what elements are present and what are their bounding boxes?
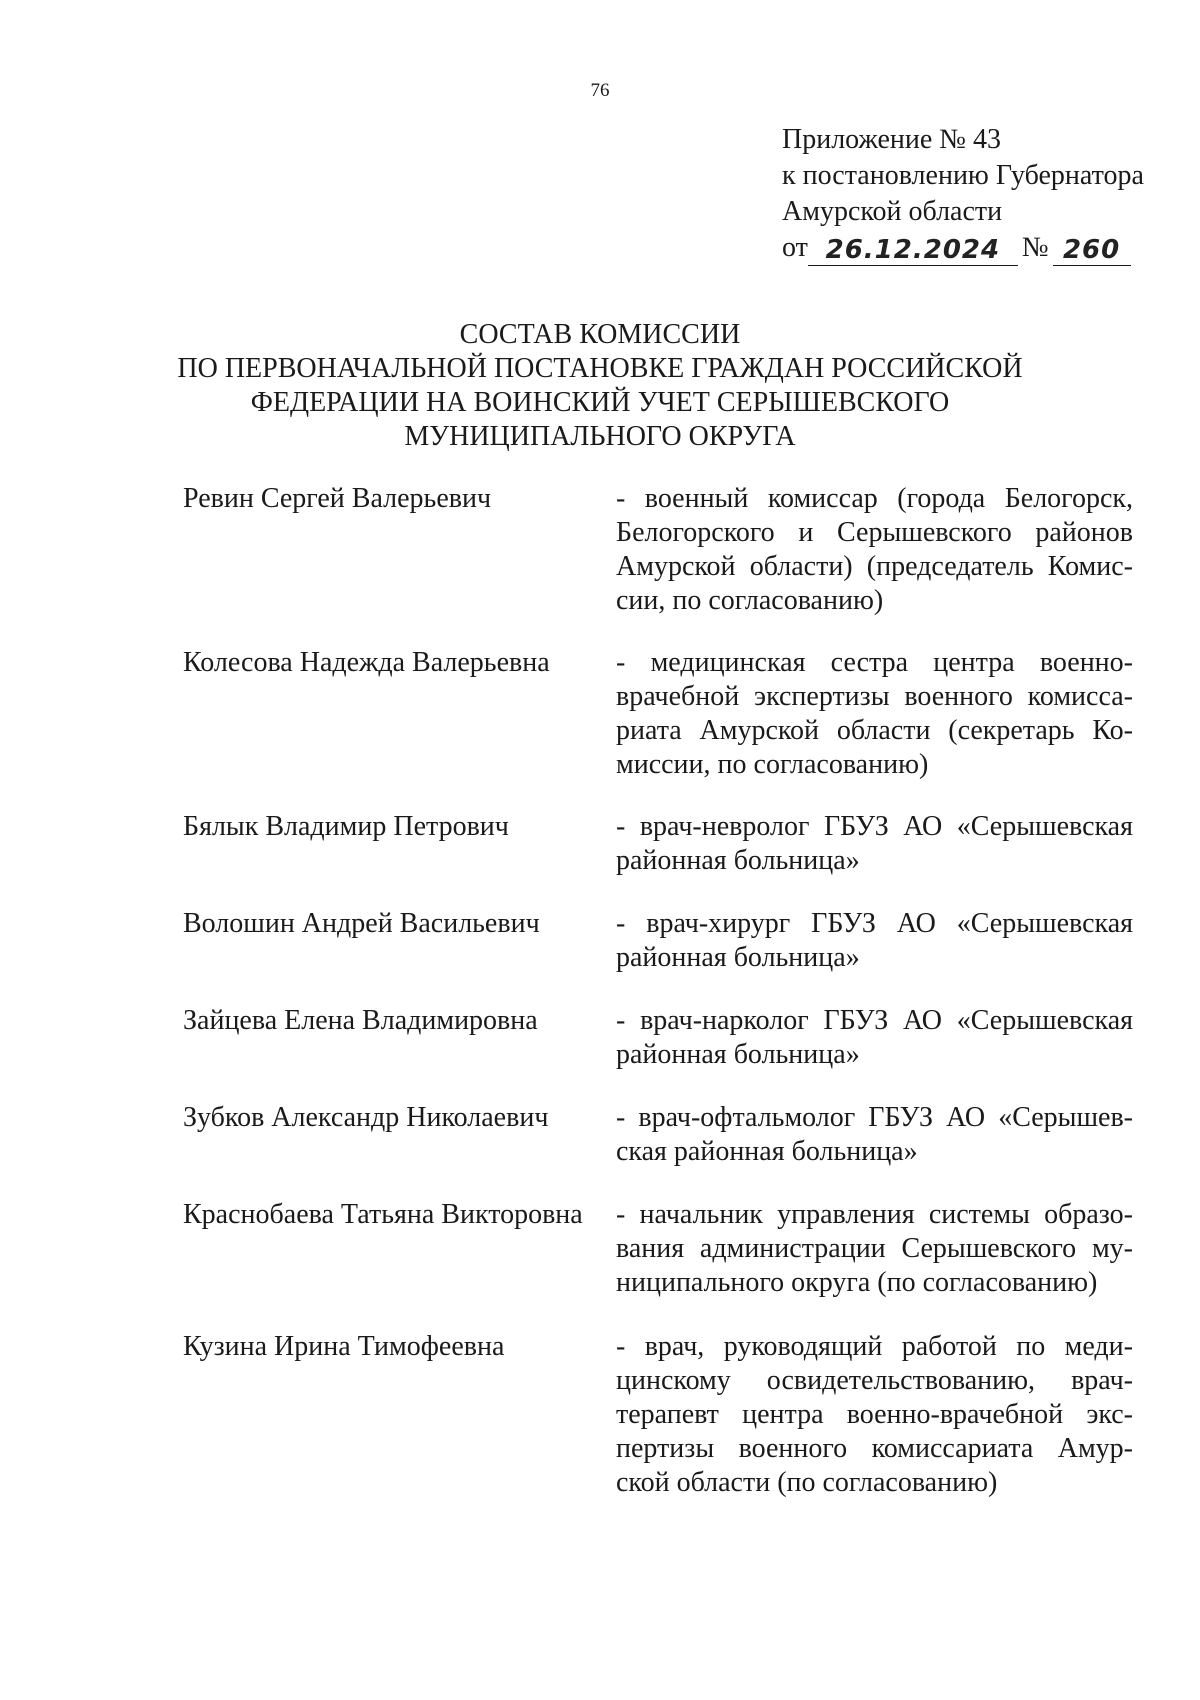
member-row <box>183 482 1133 618</box>
member-name: Кузина Ирина Тимофеевна <box>183 1331 505 1362</box>
from-label: от <box>782 232 808 263</box>
member-name: Колесова Надежда Валерьевна <box>183 647 550 678</box>
appendix-date-number-line <box>782 230 1144 266</box>
appendix-region: Амурской области <box>782 196 1003 227</box>
title-line-3: ФЕДЕРАЦИИ НА ВОИНСКИЙ УЧЕТ СЕРЫШЕВСКОГО <box>250 387 950 418</box>
member-role: - медицинская сестра центра военно-врачебной экспертизы военного комисса-риата Амурской области (секретарь Ко-миссии, по согласованию) <box>616 647 1133 780</box>
member-role: - военный комиссар (города Белогорск, Белогорского и Серышевского районов Амурской области) (председатель Комис-сии, по согласованию) <box>616 483 1133 616</box>
member-name: Зубков Александр Николаевич <box>183 1102 549 1133</box>
member-role: - врач-хирург ГБУЗ АО «Серышевская районная больница» <box>616 908 1133 973</box>
member-name: Краснобаева Татьяна Викторовна <box>183 1199 583 1230</box>
member-role: - врач-нарколог ГБУЗ АО «Серышевская районная больница» <box>616 1005 1133 1070</box>
member-role: - врач, руководящий работой по меди-цинскому освидетельствованию, врач-терапевт центра военно-врачебной экс-пертизы военного комиссариата Амур-ской области (по согласованию) <box>616 1331 1133 1498</box>
page-number: 76 <box>590 80 610 101</box>
handwritten-number: 260 <box>1053 235 1131 266</box>
member-row <box>183 1101 1133 1169</box>
member-role: - врач-невролог ГБУЗ АО «Серышевская районная больница» <box>616 811 1133 876</box>
member-row <box>183 1198 1133 1300</box>
title-line-2: ПО ПЕРВОНАЧАЛЬНОЙ ПОСТАНОВКЕ ГРАЖДАН РОССИЙСКОЙ <box>177 353 1023 384</box>
member-row <box>183 810 1133 878</box>
appendix-number: Приложение № 43 <box>782 124 1001 155</box>
document-title <box>0 318 1200 454</box>
member-name: Зайцева Елена Владимировна <box>183 1005 538 1036</box>
title-line-4: МУНИЦИПАЛЬНОГО ОКРУГА <box>404 421 796 452</box>
member-row <box>183 907 1133 975</box>
member-name: Бялык Владимир Петрович <box>183 811 509 842</box>
number-label: № <box>1021 232 1049 263</box>
member-role: - начальник управления системы образо-вания администрации Серышевского му-ниципального округа (по согласованию) <box>616 1199 1133 1298</box>
member-row <box>183 646 1133 782</box>
member-role: - врач-офтальмолог ГБУЗ АО «Серышев-ская районная больница» <box>616 1102 1133 1167</box>
member-name: Волошин Андрей Васильевич <box>183 908 540 939</box>
appendix-decree-ref: к постановлению Губернатора <box>782 160 1144 191</box>
member-row <box>183 1004 1133 1072</box>
handwritten-date: 26.12.2024 <box>808 235 1018 266</box>
member-name: Ревин Сергей Валерьевич <box>183 483 492 514</box>
appendix-header <box>782 122 1144 266</box>
member-row <box>183 1330 1133 1500</box>
title-line-1: СОСТАВ КОМИССИИ <box>459 319 741 350</box>
